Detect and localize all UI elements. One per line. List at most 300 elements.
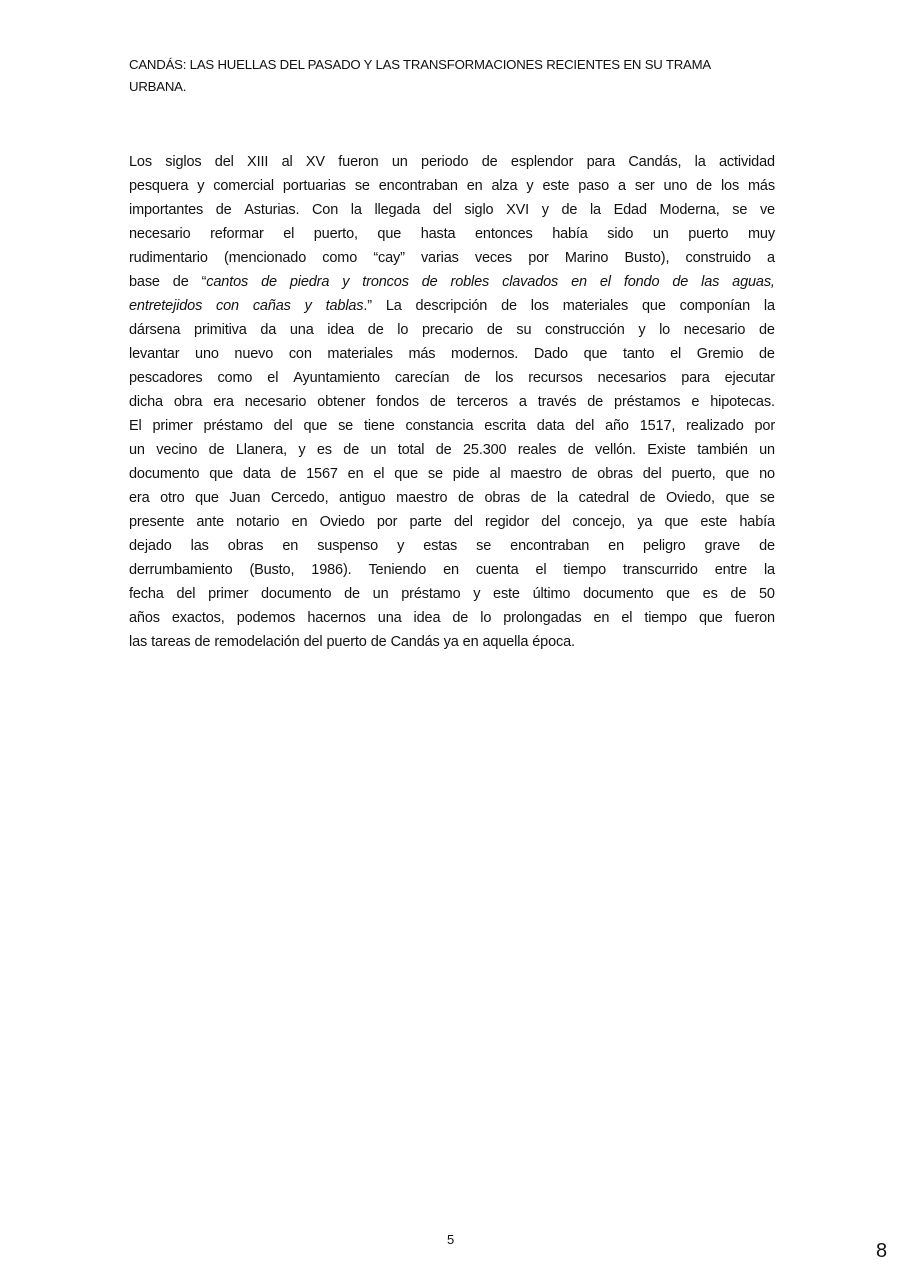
- word: data: [536, 418, 565, 434]
- word: pide: [452, 466, 480, 482]
- word: realizado: [686, 418, 744, 434]
- word: catedral: [578, 490, 629, 506]
- word: en: [571, 274, 587, 290]
- word: de: [370, 634, 387, 650]
- word: transcurrido: [623, 562, 698, 578]
- word: de: [587, 394, 604, 410]
- word: este: [542, 178, 570, 194]
- word: se: [759, 490, 775, 506]
- text-line: [129, 222, 775, 246]
- word: y: [541, 202, 549, 218]
- text-line: [129, 270, 775, 294]
- word: hacernos: [307, 610, 366, 626]
- word: materiales: [327, 346, 393, 362]
- word: de: [486, 322, 503, 338]
- word: de: [344, 586, 360, 602]
- word: había: [739, 514, 775, 530]
- word: los: [530, 298, 549, 314]
- word: de: [215, 202, 232, 218]
- word: y: [638, 322, 646, 338]
- word: periodo: [421, 154, 469, 170]
- word: fecha: [129, 586, 164, 602]
- word: Oviedo: [319, 514, 365, 530]
- word: 1567: [306, 466, 338, 482]
- word: uno: [663, 178, 688, 194]
- word: el: [599, 274, 611, 290]
- word: un: [129, 442, 145, 458]
- word: del: [453, 514, 473, 530]
- word: veces: [474, 250, 513, 266]
- word: del: [303, 634, 323, 650]
- word: data: [242, 466, 271, 482]
- word: de: [530, 490, 547, 506]
- word: de: [758, 322, 775, 338]
- word: en: [443, 562, 459, 578]
- word: 25.300: [462, 442, 507, 458]
- word: dársena: [129, 322, 181, 338]
- word: construido: [685, 250, 751, 266]
- word: Ayuntamiento: [293, 370, 380, 386]
- word: es: [316, 442, 332, 458]
- word: de: [172, 274, 189, 290]
- word: Existe: [647, 442, 686, 458]
- text-line: [129, 246, 775, 270]
- word: remodelación: [214, 634, 300, 650]
- word: el: [283, 226, 295, 242]
- text-line: [129, 150, 775, 174]
- word: de: [421, 274, 438, 290]
- word: 50: [758, 586, 775, 602]
- word: se: [732, 202, 748, 218]
- word: prolongadas: [503, 610, 582, 626]
- word: la: [763, 298, 775, 314]
- word: primitiva: [194, 322, 247, 338]
- word: puerto,: [671, 466, 716, 482]
- word: que: [642, 298, 666, 314]
- word: del: [214, 154, 234, 170]
- word: de: [759, 346, 775, 362]
- word: la: [589, 202, 601, 218]
- word: actividad: [719, 154, 775, 170]
- word: Edad: [613, 202, 647, 218]
- word: Los: [129, 154, 152, 170]
- word: maestro: [396, 490, 448, 506]
- word: exactos,: [171, 610, 225, 626]
- word: fueron: [338, 154, 379, 170]
- word: la: [763, 562, 775, 578]
- word: presente: [129, 514, 185, 530]
- text-line: [129, 198, 775, 222]
- word: de: [481, 154, 498, 170]
- word: Candás,: [628, 154, 682, 170]
- word: de: [561, 202, 578, 218]
- word: pescadores: [129, 370, 203, 386]
- word: documento: [260, 586, 332, 602]
- text-line: [129, 366, 775, 390]
- word: necesario: [683, 322, 746, 338]
- word: pesquera: [129, 178, 189, 194]
- word: llegada: [374, 202, 421, 218]
- word: fondo: [623, 274, 660, 290]
- word: esplendor: [510, 154, 574, 170]
- word: en: [466, 178, 483, 194]
- text-line: [129, 390, 775, 414]
- word: una: [289, 322, 314, 338]
- word: ser: [634, 178, 655, 194]
- word: en: [347, 466, 364, 482]
- word: obra: [173, 394, 203, 410]
- running-header: [129, 54, 769, 98]
- word: en: [608, 538, 625, 554]
- word: Con: [311, 202, 339, 218]
- word: notario: [236, 514, 280, 530]
- word: un: [372, 586, 389, 602]
- word: peligro: [643, 538, 686, 554]
- word: de: [367, 322, 384, 338]
- word: Llanera,: [235, 442, 288, 458]
- word: documento: [129, 466, 200, 482]
- word: la: [557, 490, 569, 506]
- word: modernos.: [451, 346, 519, 362]
- word: de: [464, 370, 481, 386]
- word: Asturias.: [244, 202, 300, 218]
- word: componían: [679, 298, 751, 314]
- word: Oviedo,: [665, 490, 715, 506]
- word: 1986).: [311, 562, 352, 578]
- word: de: [343, 442, 360, 458]
- word: aguas,: [732, 274, 775, 290]
- word: préstamos: [614, 394, 681, 410]
- word: materiales: [562, 298, 629, 314]
- word: necesario: [129, 226, 191, 242]
- word: su: [516, 322, 532, 338]
- word: constancia: [405, 418, 474, 434]
- word: tiempo: [563, 562, 607, 578]
- word: ya: [443, 634, 459, 650]
- word: rudimentario: [129, 250, 208, 266]
- word: da: [260, 322, 277, 338]
- word: lo: [480, 610, 492, 626]
- word: piedra: [289, 274, 330, 290]
- word: XVI: [506, 202, 530, 218]
- word: estas: [423, 538, 458, 554]
- word: como: [322, 250, 358, 266]
- word: fondos: [376, 394, 419, 410]
- word: total: [397, 442, 425, 458]
- text-line: [129, 486, 775, 510]
- word: se: [476, 538, 492, 554]
- word: de: [567, 442, 584, 458]
- word: de: [696, 178, 713, 194]
- word: podemos: [236, 610, 296, 626]
- word: los: [720, 178, 740, 194]
- word: reales: [517, 442, 557, 458]
- word: descripción: [415, 298, 488, 314]
- word: que: [725, 466, 750, 482]
- word: las: [190, 538, 209, 554]
- word: con: [216, 298, 239, 314]
- word: antiguo: [339, 490, 386, 506]
- word: por: [376, 514, 398, 530]
- word: Gremio: [696, 346, 744, 362]
- word: cañas: [252, 298, 291, 314]
- word: necesarios: [597, 370, 667, 386]
- word: otro: [160, 490, 185, 506]
- word: alza: [491, 178, 518, 194]
- word: era: [213, 394, 234, 410]
- word: préstamo: [203, 418, 263, 434]
- word: con: [288, 346, 312, 362]
- word: XIII: [247, 154, 269, 170]
- word: (mencionado: [223, 250, 307, 266]
- word: un: [370, 442, 387, 458]
- header-line-2: URBANA.: [129, 79, 187, 94]
- word: El: [129, 418, 142, 434]
- word: a: [767, 250, 775, 266]
- word: tablas.”: [325, 298, 372, 314]
- word: Teniendo: [368, 562, 427, 578]
- word: en: [593, 610, 610, 626]
- word: ya: [637, 514, 653, 530]
- body-paragraph: [129, 150, 775, 654]
- word: que: [664, 514, 689, 530]
- word: encontraban: [510, 538, 590, 554]
- word: dejado: [129, 538, 172, 554]
- word: base: [129, 274, 160, 290]
- word: época.: [532, 634, 575, 650]
- word: carecían: [394, 370, 450, 386]
- word: la: [694, 154, 706, 170]
- word: de: [261, 274, 277, 290]
- word: más: [747, 178, 775, 194]
- word: puerto: [688, 226, 729, 242]
- word: portuarias: [282, 178, 346, 194]
- word: que: [725, 490, 750, 506]
- word: de: [458, 490, 474, 506]
- word: maestro: [510, 466, 562, 482]
- word: siglo: [464, 202, 494, 218]
- word: nuevo: [234, 346, 274, 362]
- word: La: [385, 298, 402, 314]
- text-line: [129, 414, 775, 438]
- word: de: [501, 298, 517, 314]
- word: al: [489, 466, 501, 482]
- word: se: [427, 466, 443, 482]
- word: que: [377, 226, 402, 242]
- word: de: [639, 490, 656, 506]
- word: uno: [195, 346, 219, 362]
- word: se: [354, 178, 370, 194]
- word: al: [281, 154, 293, 170]
- word: ejecutar: [724, 370, 775, 386]
- word: obras: [484, 490, 521, 506]
- word: de: [429, 394, 446, 410]
- word: ante: [196, 514, 225, 530]
- word: de: [452, 610, 469, 626]
- word: del: [176, 586, 196, 602]
- word: este: [700, 514, 728, 530]
- word: través: [537, 394, 577, 410]
- text-line: [129, 438, 775, 462]
- word: parte: [409, 514, 442, 530]
- word: en: [462, 634, 479, 650]
- word: puerto,: [313, 226, 358, 242]
- word: derrumbamiento: [129, 562, 233, 578]
- word: de: [194, 634, 211, 650]
- word: hasta: [420, 226, 456, 242]
- text-line: [129, 174, 775, 198]
- word: una: [377, 610, 402, 626]
- word: para: [681, 370, 710, 386]
- word: escrita: [484, 418, 526, 434]
- word: obras: [597, 466, 633, 482]
- word: se: [338, 418, 354, 434]
- word: de: [208, 442, 225, 458]
- word: encontraban: [378, 178, 458, 194]
- text-line: [129, 318, 775, 342]
- word: tanto: [622, 346, 655, 362]
- word: concejo,: [572, 514, 626, 530]
- word: Juan: [229, 490, 261, 506]
- word: “cantos: [201, 274, 249, 290]
- word: Dado: [533, 346, 568, 362]
- word: por: [754, 418, 775, 434]
- word: lo: [397, 322, 409, 338]
- word: año: [605, 418, 629, 434]
- word: entonces: [474, 226, 533, 242]
- word: último: [532, 586, 571, 602]
- word: Cercedo,: [270, 490, 329, 506]
- word: por: [528, 250, 549, 266]
- word: obras: [227, 538, 264, 554]
- word: construcción: [545, 322, 625, 338]
- word: el: [267, 370, 279, 386]
- word: clavados: [502, 274, 559, 290]
- word: de: [280, 466, 297, 482]
- word: y: [304, 298, 312, 314]
- word: de: [435, 442, 452, 458]
- word: el: [670, 346, 682, 362]
- word: sido: [607, 226, 634, 242]
- word: tareas: [151, 634, 191, 650]
- word: los: [495, 370, 514, 386]
- word: varias: [420, 250, 459, 266]
- word: “cay”: [373, 250, 405, 266]
- word: vecino: [156, 442, 198, 458]
- word: del: [432, 202, 452, 218]
- header-line-1: CANDÁS: LAS HUELLAS DEL PASADO Y LAS TRANSFORMACIONES RECIENTES EN SU TRAMA: [129, 57, 712, 72]
- word: y: [197, 178, 205, 194]
- word: del: [642, 466, 662, 482]
- word: idea: [327, 322, 355, 338]
- word: Marino: [564, 250, 609, 266]
- word: que: [303, 418, 328, 434]
- word: obtener: [317, 394, 366, 410]
- word: muy: [747, 226, 775, 242]
- word: a: [617, 178, 626, 194]
- word: de: [730, 586, 747, 602]
- word: las: [701, 274, 720, 290]
- word: era: [129, 490, 150, 506]
- word: que: [209, 466, 234, 482]
- word: de: [571, 466, 588, 482]
- word: había: [552, 226, 588, 242]
- word: primer: [208, 586, 249, 602]
- word: el: [373, 466, 385, 482]
- word: tiene: [363, 418, 395, 434]
- word: suspenso: [317, 538, 379, 554]
- word: el: [535, 562, 547, 578]
- word: ve: [759, 202, 775, 218]
- word: hipotecas.: [710, 394, 775, 410]
- word: e: [691, 394, 700, 410]
- word: las: [129, 634, 148, 650]
- text-line: [129, 510, 775, 534]
- word: grave: [704, 538, 741, 554]
- text-line: [129, 342, 775, 366]
- word: un: [652, 226, 669, 242]
- word: reformar: [210, 226, 264, 242]
- word: en: [282, 538, 299, 554]
- text-line: [129, 462, 775, 486]
- text-line: [129, 294, 775, 318]
- word: no: [759, 466, 775, 482]
- word: un: [391, 154, 408, 170]
- word: préstamo: [401, 586, 461, 602]
- word: XV: [305, 154, 325, 170]
- word: es: [702, 586, 718, 602]
- word: que: [698, 610, 723, 626]
- word: que: [394, 466, 419, 482]
- word: aquella: [482, 634, 529, 650]
- word: regidor: [485, 514, 530, 530]
- word: para: [586, 154, 616, 170]
- word: este: [493, 586, 520, 602]
- word: en: [291, 514, 308, 530]
- word: años: [129, 610, 160, 626]
- word: que: [666, 586, 690, 602]
- word: Candás: [390, 634, 440, 650]
- word: tiempo: [644, 610, 687, 626]
- word: importantes: [129, 202, 204, 218]
- page-number: 5: [447, 1232, 455, 1247]
- word: cuenta: [475, 562, 519, 578]
- word: recursos: [528, 370, 583, 386]
- word: precario: [421, 322, 474, 338]
- word: troncos: [362, 274, 409, 290]
- word: siglos: [165, 154, 202, 170]
- word: entre: [714, 562, 748, 578]
- word: a: [518, 394, 527, 410]
- word: que: [583, 346, 608, 362]
- word: y: [526, 178, 534, 194]
- corner-page-number: 8: [876, 1240, 888, 1262]
- word: documento: [583, 586, 654, 602]
- word: y: [298, 442, 306, 458]
- word: y: [342, 274, 350, 290]
- word: que: [195, 490, 219, 506]
- word: lo: [659, 322, 671, 338]
- text-line: [129, 534, 775, 558]
- text-line: [129, 606, 775, 630]
- word: puerto: [326, 634, 367, 650]
- word: robles: [450, 274, 490, 290]
- word: y: [397, 538, 405, 554]
- word: de: [672, 274, 689, 290]
- word: el: [621, 610, 633, 626]
- word: la: [350, 202, 362, 218]
- word: como: [217, 370, 253, 386]
